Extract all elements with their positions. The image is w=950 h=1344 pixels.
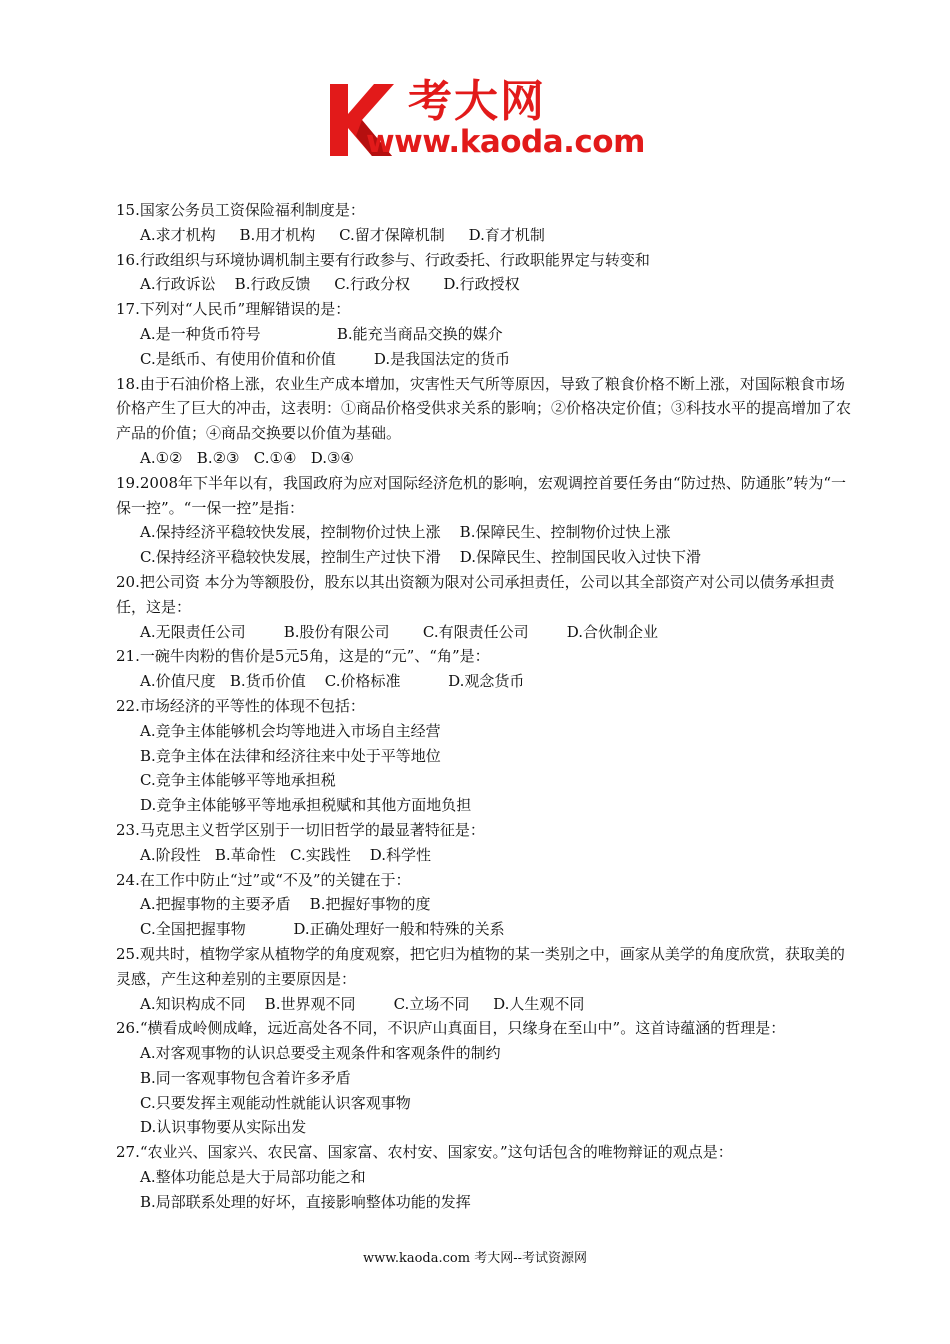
answer-options: A.求才机构 B.用才机构 C.留才保障机制 D.育才机制: [140, 225, 545, 244]
answer-options: C.竞争主体能够平等地承担税: [140, 771, 336, 790]
answer-options: B.竞争主体在法律和经济往来中处于平等地位: [140, 746, 441, 765]
question-text: 15.国家公务员工资保险福利制度是：: [116, 201, 365, 219]
page-footer: www.kaoda.com 考大网--考试资源网: [363, 1251, 587, 1266]
answer-options: A.无限责任公司 B.股份有限公司 C.有限责任公司 D.合伙制企业: [140, 622, 659, 641]
answer-options: B.局部联系处理的好坏，直接影响整体功能的发挥: [140, 1192, 471, 1211]
question-text: 23.马克思主义哲学区别于一切旧哲学的最显著特征是：: [116, 820, 485, 839]
question-text: 18.由于石油价格上涨，农业生产成本增加，灾害性天气所等原因，导致了粮食价格不断上涨，对国际粮食市场价格产生了巨大的冲击，这表明：①商品价格受供求关系的影响；②价格决定价值；③科技水平的提高增加了农产品的价值；④商品交换要以价值为基础。: [116, 374, 852, 443]
answer-options: C.是纸币、有使用价值和价值 D.是我国法定的货币: [140, 349, 511, 368]
answer-options: A.行政诉讼 B.行政反馈 C.行政分权 D.行政授权: [140, 275, 520, 294]
answer-options: A.把握事物的主要矛盾 B.把握好事物的度: [140, 895, 431, 914]
question-text: 17.下列对“人民币”理解错误的是：: [116, 300, 351, 319]
answer-options: D.竞争主体能够平等地承担税赋和其他方面地负担: [140, 796, 472, 815]
question-text: 27.“农业兴、国家兴、农民富、国家富、农村安、国家安。”这句话包含的唯物辩证的观点是：: [116, 1143, 733, 1162]
answer-options: A.知识构成不同 B.世界观不同 C.立场不同 D.人生观不同: [140, 994, 585, 1013]
question-text: 16.行政组织与环境协调机制主要有行政参与、行政委托、行政职能界定与转变和: [116, 250, 650, 269]
answer-options: A.价值尺度 B.货币价值 C.价格标准 D.观念货币: [140, 672, 525, 691]
answer-options: C.只要发挥主观能动性就能认识客观事物: [140, 1093, 411, 1112]
question-text: 21.一碗牛肉粉的售价是5元5角，这是的“元”、“角”是：: [116, 647, 490, 666]
question-text: 19.2008年下半年以有，我国政府为应对国际经济危机的影响，宏观调控首要任务由“防过热、防通胀”转为“一保一控”。“一保一控”是指：: [116, 473, 847, 517]
answer-options: D.认识事物要从实际出发: [140, 1118, 307, 1137]
answer-options: C.保持经济平稳较快发展，控制生产过快下滑 D.保障民生、控制国民收入过快下滑: [140, 548, 702, 567]
answer-options: B.同一客观事物包含着许多矛盾: [140, 1068, 351, 1087]
answer-options: A.对客观事物的认识总要受主观条件和客观条件的制约: [140, 1044, 501, 1063]
answer-options: A.阶段性 B.革命性 C.实践性 D.科学性: [140, 845, 432, 864]
question-text: 26.“横看成岭侧成峰，远近高处各不同，不识庐山真面目，只缘身在至山中”。这首诗蕴涵的哲理是：: [116, 1019, 786, 1038]
answer-options: A.保持经济平稳较快发展，控制物价过快上涨 B.保障民生、控制物价过快上涨: [140, 523, 671, 542]
question-text: 24.在工作中防止“过”或“不及”的关键在于：: [116, 870, 411, 889]
question-list: [116, 198, 856, 1215]
question-text: 25.观共时，植物学家从植物学的角度观察，把它归为植物的某一类别之中，画家从美学的角度欣赏，获取美的灵感，产生这种差别的主要原因是：: [116, 944, 845, 988]
answer-options: A.①② B.②③ C.①④ D.③④: [140, 448, 354, 467]
kaoda-logo: [326, 78, 646, 162]
logo-url: www.kaoda.com: [366, 124, 645, 160]
answer-options: A.是一种货币符号 B.能充当商品交换的媒介: [140, 324, 503, 343]
logo-chinese-name: 考大网: [408, 76, 546, 127]
question-text: 20.把公司资 本分为等额股份，股东以其出资额为限对公司承担责任，公司以其全部资产对公司以债务承担责任，这是：: [116, 572, 835, 616]
answer-options: A.整体功能总是大于局部功能之和: [140, 1168, 366, 1187]
answer-options: A.竞争主体能够机会均等地进入市场自主经营: [140, 721, 441, 740]
question-text: 22.市场经济的平等性的体现不包括：: [116, 696, 365, 715]
answer-options: C.全国把握事物 D.正确处理好一般和特殊的关系: [140, 920, 505, 939]
